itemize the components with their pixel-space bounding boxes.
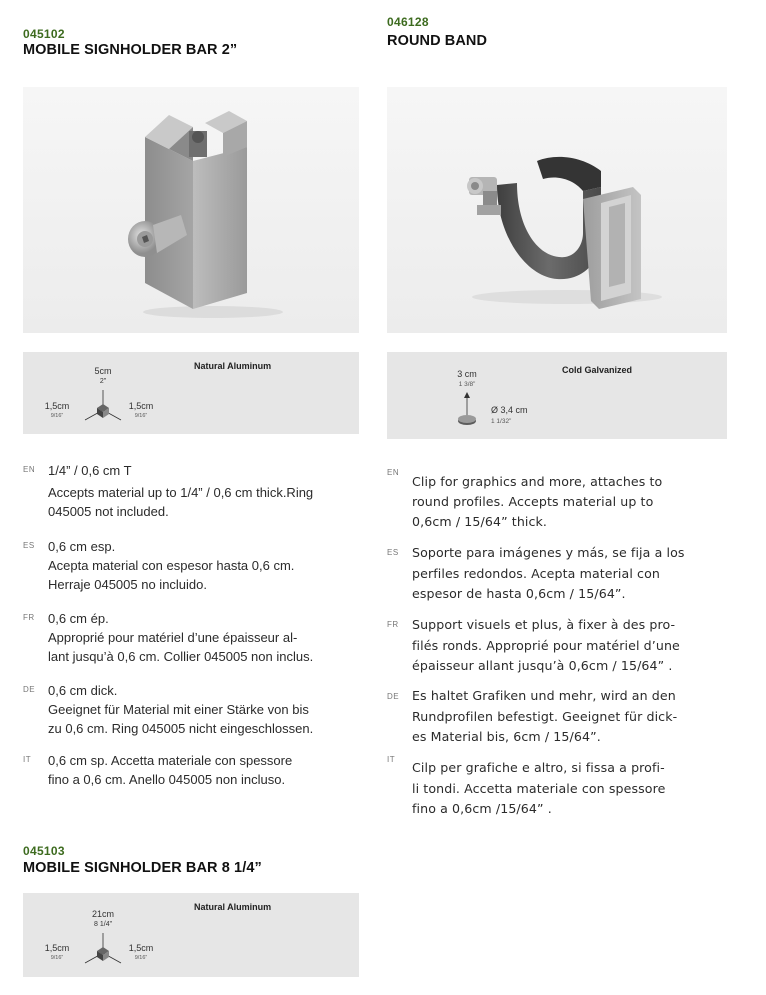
round-band-illustration <box>387 87 727 333</box>
lang-code-fr: FR <box>23 613 35 622</box>
product-title: MOBILE SIGNHOLDER BAR 8 1/4” <box>23 860 262 876</box>
spec-box <box>23 352 359 434</box>
desc-line-es-2: Herraje 045005 no incluido. <box>48 577 207 592</box>
dim-width: 1,5cm <box>128 401 154 411</box>
desc-lead-fr: 0,6 cm ép. <box>48 611 109 626</box>
desc-line-it-1: Cilp per grafiche e altro, si fissa a profi- <box>412 760 665 775</box>
product-code: 045103 <box>23 844 65 858</box>
lang-code-es: ES <box>23 541 35 550</box>
round-band-dimension-icon <box>455 390 479 430</box>
dim-diameter: Ø 3,4 cm <box>491 405 528 415</box>
product-code: 046128 <box>387 15 429 29</box>
desc-line-it-2: fino a 0,6 cm. Anello 045005 non incluso. <box>48 772 286 787</box>
product-title: ROUND BAND <box>387 33 488 49</box>
desc-line-de-1: Es haltet Grafiken und mehr, wird an den <box>412 688 676 703</box>
lang-code-fr: FR <box>387 620 399 629</box>
dimension-axes-icon <box>81 388 125 424</box>
dim-width-imperial: 9/16” <box>134 955 148 961</box>
desc-lead-de: 0,6 cm dick. <box>48 683 118 698</box>
desc-line-it-2: li tondi. Accetta materiale con spessore <box>412 781 666 796</box>
desc-line-fr-3: épaisseur allant jusqu’à 0,6cm / 15/64” . <box>412 658 673 673</box>
lang-code-de: DE <box>23 685 36 694</box>
desc-line-it-1: 0,6 cm sp. Accetta materiale con spessore <box>48 753 293 768</box>
desc-line-en-1: Accepts material up to 1/4” / 0,6 cm thick.Ring <box>48 485 314 500</box>
lang-code-es: ES <box>387 548 399 557</box>
desc-line-de-3: es Material bis, 6cm / 15/64”. <box>412 729 601 744</box>
lang-code-it: IT <box>23 755 32 764</box>
desc-line-fr-1: Approprié pour matériel d’une épaisseur al- <box>48 630 298 645</box>
dim-depth: 1,5cm <box>44 943 70 953</box>
dim-depth: 1,5cm <box>44 401 70 411</box>
signholder-bar-illustration <box>23 87 359 333</box>
lang-code-de: DE <box>387 692 400 701</box>
desc-line-fr-1: Support visuels et plus, à fixer à des pro- <box>412 617 676 632</box>
desc-line-es-1: Acepta material con espesor hasta 0,6 cm. <box>48 558 295 573</box>
product-title: MOBILE SIGNHOLDER BAR 2” <box>23 42 238 58</box>
finish-label: Cold Galvanized <box>562 365 633 375</box>
spec-box <box>23 893 359 977</box>
dim-width-imperial: 9/16” <box>134 413 148 419</box>
lang-code-en: EN <box>23 465 36 474</box>
dim-height-imperial: 2” <box>99 378 107 385</box>
dim-depth-imperial: 9/16” <box>50 413 64 419</box>
dim-height-imperial: 1 3/8” <box>458 381 476 388</box>
dim-diameter-imperial: 1 1/32” <box>491 418 512 425</box>
desc-line-es-3: espesor de hasta 0,6cm / 15/64”. <box>412 586 626 601</box>
product-photo <box>387 87 727 333</box>
lang-code-en: EN <box>387 468 400 477</box>
desc-line-fr-2: lant jusqu’à 0,6 cm. Collier 045005 non inclus. <box>48 649 314 664</box>
desc-line-en-1: Clip for graphics and more, attaches to <box>412 474 663 489</box>
product-code: 045102 <box>23 27 65 41</box>
product-photo <box>23 87 359 333</box>
dim-height: 5cm <box>94 366 112 376</box>
dim-width: 1,5cm <box>128 943 154 953</box>
dim-height: 3 cm <box>457 369 477 379</box>
finish-label: Natural Aluminum <box>194 902 272 912</box>
desc-line-en-2: round profiles. Accepts material up to <box>412 494 654 509</box>
desc-line-de-2: Rundprofilen befestigt. Geeignet für dick- <box>412 709 678 724</box>
desc-line-en-2: 045005 not included. <box>48 504 169 519</box>
desc-line-de-1: Geeignet für Material mit einer Stärke von bis <box>48 702 309 717</box>
desc-line-it-3: fino a 0,6cm /15/64” . <box>412 801 552 816</box>
dim-height: 21cm <box>91 909 114 919</box>
dim-depth-imperial: 9/16” <box>50 955 64 961</box>
desc-line-es-1: Soporte para imágenes y más, se fija a los <box>412 545 685 560</box>
finish-label: Natural Aluminum <box>194 361 272 371</box>
desc-lead-en: 1/4” / 0,6 cm T <box>48 463 132 478</box>
desc-line-fr-2: filés ronds. Approprié pour matériel d’une <box>412 638 680 653</box>
lang-code-it: IT <box>387 755 396 764</box>
desc-line-en-3: 0,6cm / 15/64” thick. <box>412 514 548 529</box>
dim-height-imperial: 8 1/4” <box>94 921 112 928</box>
spec-box <box>387 352 727 439</box>
desc-line-es-2: perfiles redondos. Acepta material con <box>412 566 660 581</box>
dimension-axes-icon <box>81 931 125 967</box>
desc-line-de-2: zu 0,6 cm. Ring 045005 nicht eingeschlossen. <box>48 721 314 736</box>
desc-lead-es: 0,6 cm esp. <box>48 539 116 554</box>
